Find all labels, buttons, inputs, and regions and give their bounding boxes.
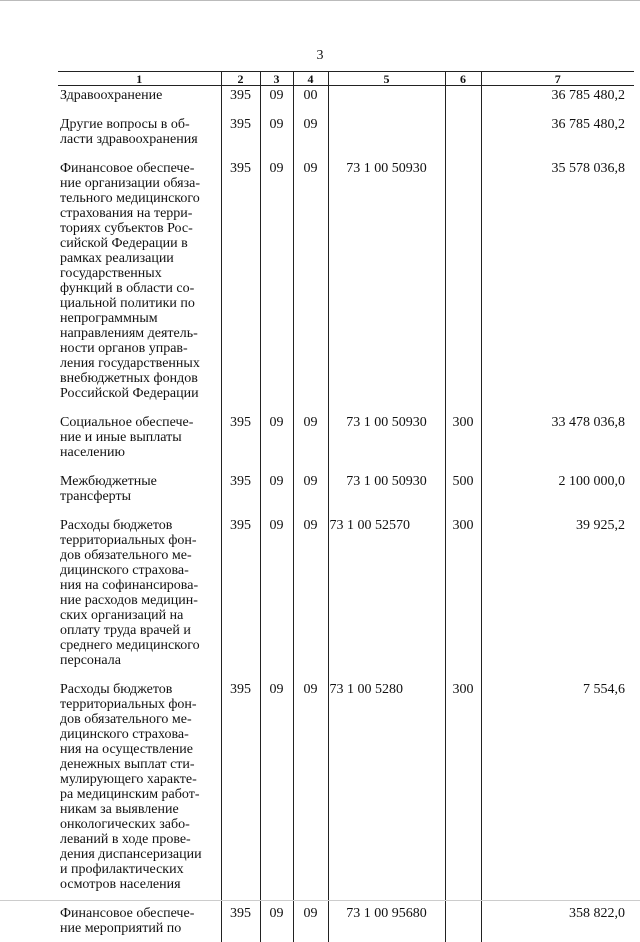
budget-table [58, 71, 634, 942]
row-name: Социальное обеспече- ние и иные выплаты населению [58, 415, 221, 474]
header-col-7: 7 [481, 72, 634, 86]
table-row [58, 415, 634, 474]
row-subsection-code: 09 [293, 474, 328, 518]
row-ved-code: 395 [221, 682, 260, 906]
row-target-article: 73 1 00 52570 [328, 518, 445, 682]
row-section-code: 09 [260, 682, 293, 906]
row-expense-type: 300 [445, 682, 481, 906]
row-ved-code: 395 [221, 906, 260, 942]
row-subsection-code: 09 [293, 161, 328, 415]
row-subsection-code: 09 [293, 117, 328, 161]
row-subsection-code: 09 [293, 415, 328, 474]
page-bottom-rule [0, 900, 640, 901]
row-expense-type [445, 161, 481, 415]
row-target-article [328, 117, 445, 161]
row-ved-code: 395 [221, 518, 260, 682]
row-section-code: 09 [260, 415, 293, 474]
row-section-code: 09 [260, 474, 293, 518]
row-amount: 358 822,0 [481, 906, 634, 942]
row-amount: 36 785 480,2 [481, 86, 634, 118]
row-target-article: 73 1 00 95680 [328, 906, 445, 942]
row-ved-code: 395 [221, 161, 260, 415]
row-amount: 33 478 036,8 [481, 415, 634, 474]
row-name: Финансовое обеспече- ние мероприятий по [58, 906, 221, 942]
row-section-code: 09 [260, 86, 293, 118]
row-expense-type [445, 906, 481, 942]
row-expense-type [445, 117, 481, 161]
table-header-row [58, 72, 634, 86]
table-body [58, 86, 634, 942]
row-target-article: 73 1 00 50930 [328, 161, 445, 415]
row-section-code: 09 [260, 906, 293, 942]
row-name: Расходы бюджетов территориальных фон- дов обязательного ме- дицинского страхова- ния на софинансирова- ние расходов медицин- ских организаций на оплату труда врачей и среднего медицинского персонала [58, 518, 221, 682]
header-col-1: 1 [58, 72, 221, 86]
header-col-2: 2 [221, 72, 260, 86]
row-name: Финансовое обеспече- ние организации обяза- тельного медицинского страхования на терри- ториях субъектов Рос- сийской Федерации в рамках реализации государственных функций в области со- циальной политики по непрограммным направлениям деятель- ности органов управ- ления государственных внебюджетных фондов Российской Федерации [58, 161, 221, 415]
row-subsection-code: 00 [293, 86, 328, 118]
table-row [58, 86, 634, 118]
header-col-5: 5 [328, 72, 445, 86]
row-target-article: 73 1 00 5280 [328, 682, 445, 906]
table-row [58, 117, 634, 161]
row-section-code: 09 [260, 117, 293, 161]
row-expense-type: 300 [445, 415, 481, 474]
row-amount: 36 785 480,2 [481, 117, 634, 161]
row-name: Другие вопросы в об- ласти здравоохранения [58, 117, 221, 161]
row-amount: 7 554,6 [481, 682, 634, 906]
row-ved-code: 395 [221, 86, 260, 118]
row-expense-type [445, 86, 481, 118]
row-amount: 35 578 036,8 [481, 161, 634, 415]
row-ved-code: 395 [221, 415, 260, 474]
table-row [58, 906, 634, 942]
page-number: 3 [0, 49, 640, 63]
row-target-article [328, 86, 445, 118]
header-col-3: 3 [260, 72, 293, 86]
row-expense-type: 500 [445, 474, 481, 518]
row-target-article: 73 1 00 50930 [328, 415, 445, 474]
header-col-4: 4 [293, 72, 328, 86]
row-target-article: 73 1 00 50930 [328, 474, 445, 518]
row-name: Расходы бюджетов территориальных фон- дов обязательного ме- дицинского страхова- ния на осуществление денежных выплат сти- мулирующего характе- ра медицинским работ- никам за выявление онкологических забо- леваний в ходе прове- дения диспансеризации и профилактических осмотров населения [58, 682, 221, 906]
row-amount: 2 100 000,0 [481, 474, 634, 518]
row-amount: 39 925,2 [481, 518, 634, 682]
row-name: Межбюджетные трансферты [58, 474, 221, 518]
table-row [58, 682, 634, 906]
row-subsection-code: 09 [293, 906, 328, 942]
row-expense-type: 300 [445, 518, 481, 682]
table-row [58, 161, 634, 415]
row-subsection-code: 09 [293, 518, 328, 682]
table-row [58, 518, 634, 682]
page-top-rule [0, 0, 640, 1]
row-ved-code: 395 [221, 117, 260, 161]
table-row [58, 474, 634, 518]
row-section-code: 09 [260, 161, 293, 415]
row-ved-code: 395 [221, 474, 260, 518]
row-section-code: 09 [260, 518, 293, 682]
header-col-6: 6 [445, 72, 481, 86]
row-name: Здравоохранение [58, 86, 221, 118]
row-subsection-code: 09 [293, 682, 328, 906]
